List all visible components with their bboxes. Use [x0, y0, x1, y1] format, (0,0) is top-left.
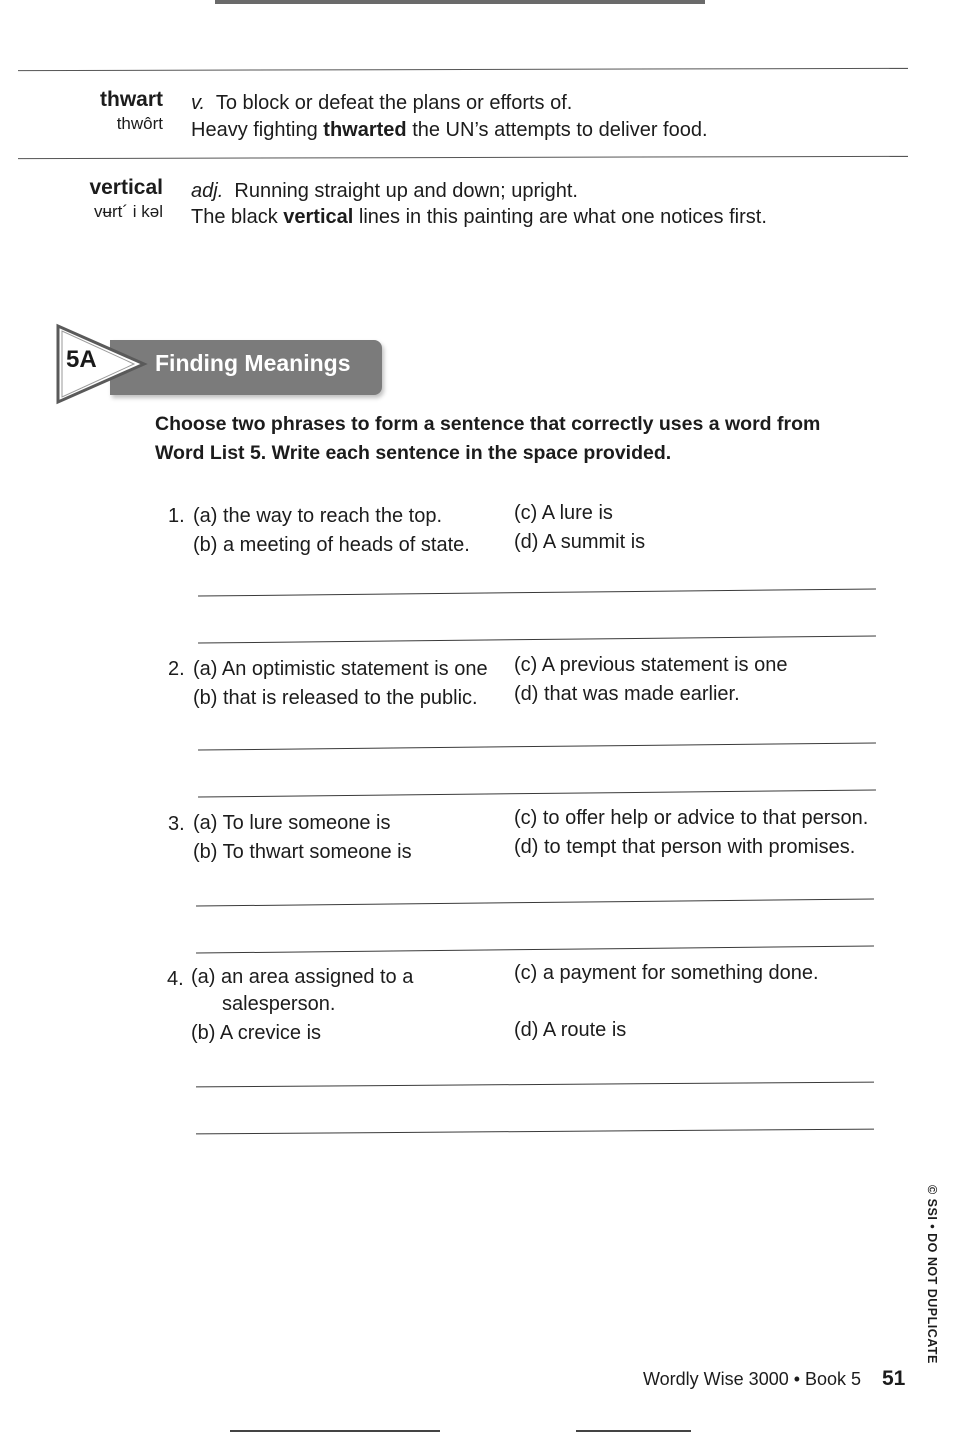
divider-top — [18, 68, 908, 71]
example-thwart — [191, 119, 708, 142]
part-of-speech: v. — [191, 92, 206, 114]
question-3-option-d: (d) to tempt that person with promises. — [514, 836, 856, 858]
answer-line-3b[interactable] — [196, 945, 874, 953]
definition-thwart — [191, 92, 572, 115]
headword-thwart: thwart — [100, 88, 163, 111]
answer-line-1a[interactable] — [198, 588, 876, 596]
part-of-speech: adj. — [191, 180, 224, 202]
question-3-option-a: (a) To lure someone is — [193, 812, 391, 834]
pronunciation-vertical: vʉrt´ i kəl — [94, 202, 163, 221]
answer-line-2b[interactable] — [198, 789, 876, 797]
answer-line-4b[interactable] — [196, 1129, 874, 1135]
question-3-number: 3. — [168, 813, 185, 835]
page-number: 51 — [882, 1367, 906, 1390]
page-top-edge — [215, 0, 705, 4]
question-1-option-c: (c) A lure is — [514, 502, 613, 524]
question-2-option-b: (b) that is released to the public. — [193, 687, 478, 709]
question-1-option-b: (b) a meeting of heads of state. — [193, 534, 470, 556]
divider-middle — [18, 156, 908, 159]
question-3-option-b: (b) To thwart someone is — [193, 841, 412, 863]
question-2-option-a: (a) An optimistic statement is one — [193, 658, 488, 680]
example-bold-word: vertical — [283, 206, 354, 228]
question-4-option-b: (b) A crevice is — [191, 1022, 322, 1044]
answer-line-1b[interactable] — [198, 635, 876, 643]
example-text: lines in this painting are what one notices first. — [353, 206, 767, 228]
copyright-text: © SSI • DO NOT DUPLICATE — [925, 1185, 939, 1364]
example-text: the UN’s attempts to deliver food. — [406, 119, 708, 141]
question-2-option-d: (d) that was made earlier. — [514, 683, 740, 705]
footer-book-title: Wordly Wise 3000 • Book 5 — [643, 1369, 862, 1389]
question-3-option-c: (c) to offer help or advice to that person. — [514, 807, 869, 829]
definition-text: Running straight up and down; upright. — [234, 180, 578, 202]
example-vertical — [191, 206, 767, 229]
answer-line-2a[interactable] — [198, 742, 876, 750]
page-bottom-edge — [230, 1430, 440, 1432]
example-text: The black — [191, 206, 284, 228]
question-1-option-a: (a) the way to reach the top. — [193, 505, 443, 527]
question-4-option-c: (c) a payment for something done. — [514, 962, 819, 984]
headword-vertical: vertical — [89, 176, 163, 199]
question-1-option-d: (d) A summit is — [514, 531, 646, 553]
question-4-number: 4. — [167, 968, 184, 990]
answer-line-3a[interactable] — [196, 898, 874, 906]
example-bold-word: thwarted — [323, 119, 407, 141]
question-4-option-d: (d) A route is — [514, 1019, 627, 1041]
section-title: Finding Meanings — [155, 350, 351, 376]
question-4-option-a-continued: salesperson. — [222, 993, 336, 1015]
pronunciation-thwart: thwôrt — [116, 114, 163, 133]
definition-text: To block or defeat the plans or efforts of. — [215, 92, 573, 114]
instructions-line-2: Word List 5. Write each sentence in the space provided. — [155, 442, 672, 464]
answer-line-4a[interactable] — [196, 1082, 874, 1088]
section-number: 5A — [66, 346, 97, 373]
example-text: Heavy fighting — [191, 119, 324, 141]
question-2-number: 2. — [168, 658, 185, 680]
copyright-notice — [921, 1185, 943, 1364]
question-2-option-c: (c) A previous statement is one — [514, 654, 788, 676]
instructions — [155, 410, 820, 468]
instructions-line-1: Choose two phrases to form a sentence that correctly uses a word from — [155, 413, 821, 435]
question-4-option-a: (a) an area assigned to a — [191, 966, 414, 988]
definition-vertical — [191, 180, 578, 203]
question-1-number: 1. — [168, 505, 185, 527]
page-bottom-edge — [576, 1430, 691, 1432]
